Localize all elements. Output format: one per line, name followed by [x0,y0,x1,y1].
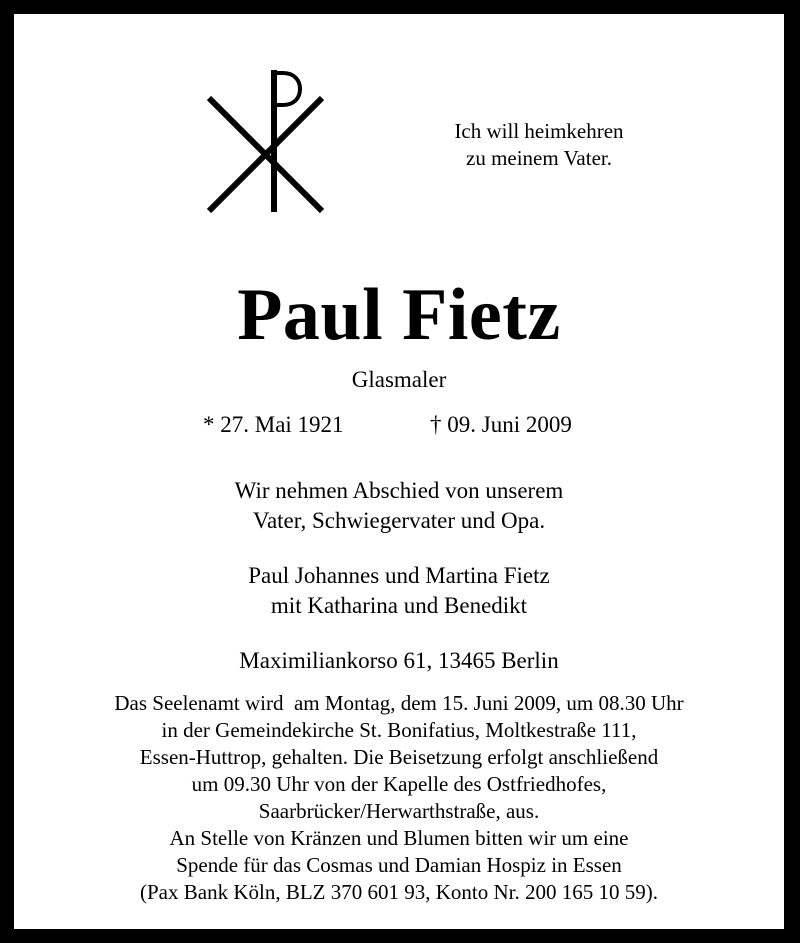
service-details [14,690,784,906]
farewell-line: Wir nehmen Abschied von unserem [234,478,564,503]
family-names [14,561,784,621]
family-line: Paul Johannes und Martina Fietz [248,563,550,588]
birth-date: * 27. Mai 1921 [203,412,344,437]
bible-quote [414,118,664,172]
farewell-text [14,476,784,536]
details-line: Essen-Huttrop, gehalten. Die Beisetzung erfolgt anschließend [139,745,659,769]
quote-line: zu meinem Vater. [466,146,612,170]
death-date: † 09. Juni 2009 [430,412,572,437]
obituary-notice [14,14,784,929]
farewell-line: Vater, Schwiegervater und Opa. [252,508,546,533]
details-line: Das Seelenamt wird am Montag, dem 15. Juni 2009, um 08.30 Uhr [114,691,684,715]
family-address: Maximiliankorso 61, 13465 Berlin [239,648,559,673]
occupation: Glasmaler [351,367,447,392]
quote-line: Ich will heimkehren [454,119,624,143]
details-line: (Pax Bank Köln, BLZ 370 601 93, Konto Nr. 200 165 10 59). [140,880,658,904]
details-line: um 09.30 Uhr von der Kapelle des Ostfriedhofes, [191,772,607,796]
family-line: mit Katharina und Benedikt [270,593,528,618]
details-line: Saarbrücker/Herwarthstraße, aus. [258,799,540,823]
details-line: An Stelle von Kränzen und Blumen bitten wir um eine [169,826,629,850]
details-line: in der Gemeindekirche St. Bonifatius, Moltkestraße 111, [161,718,637,742]
chi-rho-icon [194,54,329,214]
details-line: Spende für das Cosmas und Damian Hospiz in Essen [176,853,622,877]
deceased-name: Paul Fietz [237,274,561,356]
